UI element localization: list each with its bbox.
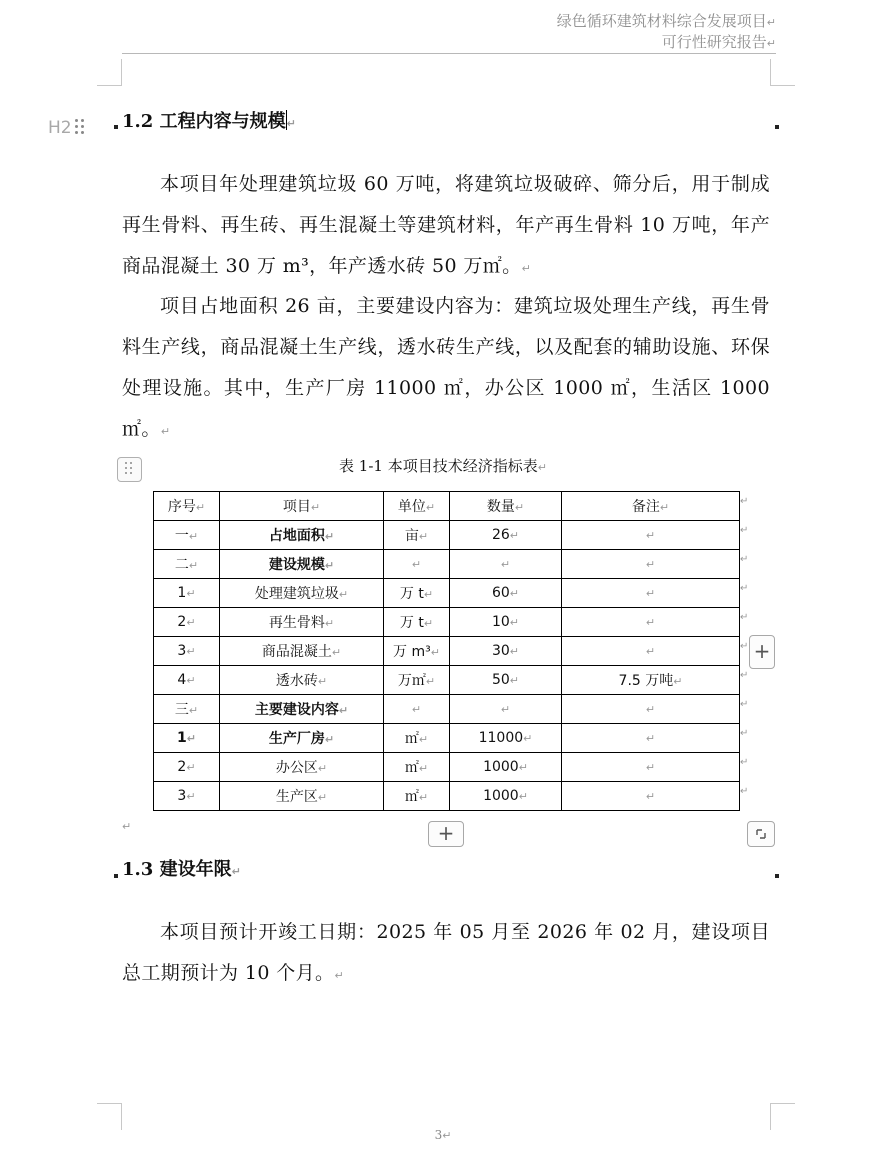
header-cell[interactable]: 备注↵ bbox=[562, 492, 740, 521]
table-cell[interactable]: 2↵ bbox=[154, 753, 220, 782]
table-row[interactable] bbox=[154, 550, 740, 579]
header-cell[interactable]: 项目↵ bbox=[220, 492, 384, 521]
row-end-mark: ↵ bbox=[740, 641, 749, 652]
table-cell[interactable]: 透水砖↵ bbox=[220, 666, 384, 695]
page-number: 3↵ bbox=[434, 1128, 452, 1142]
table-cell[interactable]: 1000↵ bbox=[450, 753, 562, 782]
selection-marker-right bbox=[775, 874, 779, 878]
table-cell[interactable]: 处理建筑垃圾↵ bbox=[220, 579, 384, 608]
header-cell[interactable]: 数量↵ bbox=[450, 492, 562, 521]
row-end-mark: ↵ bbox=[740, 757, 749, 768]
table-cell[interactable]: 再生骨料↵ bbox=[220, 608, 384, 637]
table-row[interactable] bbox=[154, 695, 740, 724]
table-cell[interactable]: 4↵ bbox=[154, 666, 220, 695]
table-row[interactable] bbox=[154, 637, 740, 666]
table-cell[interactable]: 占地面积↵ bbox=[220, 521, 384, 550]
table-caption: 表 1-1 本项目技术经济指标表↵ bbox=[339, 457, 547, 475]
table-cell[interactable]: ↵ bbox=[562, 550, 740, 579]
table-row[interactable] bbox=[154, 579, 740, 608]
row-end-mark: ↵ bbox=[740, 786, 749, 797]
heading-style-badge[interactable]: H2 bbox=[48, 118, 72, 138]
table-cell[interactable]: ↵ bbox=[562, 753, 740, 782]
table-cell[interactable]: 亩↵ bbox=[384, 521, 450, 550]
table-cell[interactable]: ↵ bbox=[562, 695, 740, 724]
crop-mark-top-left bbox=[97, 59, 122, 86]
table-cell[interactable]: 2↵ bbox=[154, 608, 220, 637]
table-row[interactable] bbox=[154, 521, 740, 550]
table-cell[interactable]: 商品混凝土↵ bbox=[220, 637, 384, 666]
table-cell[interactable]: 万 t↵ bbox=[384, 579, 450, 608]
table-cell[interactable]: ↵ bbox=[562, 782, 740, 811]
drag-handle-icon[interactable] bbox=[75, 119, 85, 135]
selection-marker-right bbox=[775, 125, 779, 129]
paragraph-construction[interactable]: 项目占地面积 26 亩，主要建设内容为：建筑垃圾处理生产线，再生骨料生产线，商品混凝土生产线，透水砖生产线，以及配套的辅助设施、环保处理设施。其中，生产厂房 11000 ㎡，办公区 1000 ㎡，生活区 1000 ㎡。↵ bbox=[122, 295, 770, 440]
header-cell[interactable]: 单位↵ bbox=[384, 492, 450, 521]
row-end-mark: ↵ bbox=[740, 699, 749, 710]
table-cell[interactable]: 11000↵ bbox=[450, 724, 562, 753]
table-cell[interactable]: 7.5 万吨↵ bbox=[562, 666, 740, 695]
table-row[interactable] bbox=[154, 782, 740, 811]
table-cell[interactable]: ↵ bbox=[562, 579, 740, 608]
header-line-2: 可行性研究报告↵ bbox=[661, 33, 776, 51]
table-cell[interactable]: 3↵ bbox=[154, 782, 220, 811]
indicator-table[interactable] bbox=[153, 491, 740, 811]
table-cell[interactable]: 二↵ bbox=[154, 550, 220, 579]
row-end-mark: ↵ bbox=[740, 554, 749, 565]
empty-paragraph-mark: ↵ bbox=[122, 820, 132, 833]
table-row[interactable] bbox=[154, 608, 740, 637]
table-row[interactable] bbox=[154, 753, 740, 782]
row-end-mark: ↵ bbox=[740, 612, 749, 623]
section-heading-1-2[interactable]: 1.2 工程内容与规模↵ bbox=[122, 111, 296, 132]
table-header-row bbox=[154, 492, 740, 521]
row-end-mark: ↵ bbox=[740, 670, 749, 681]
table-cell[interactable]: 10↵ bbox=[450, 608, 562, 637]
table-cell[interactable]: 建设规模↵ bbox=[220, 550, 384, 579]
table-cell[interactable]: 26↵ bbox=[450, 521, 562, 550]
header-line-1: 绿色循环建筑材料综合发展项目↵ bbox=[556, 12, 776, 30]
table-cell[interactable]: 主要建设内容↵ bbox=[220, 695, 384, 724]
table-resize-button[interactable] bbox=[747, 821, 775, 847]
table-cell[interactable]: 万㎡↵ bbox=[384, 666, 450, 695]
table-row[interactable] bbox=[154, 666, 740, 695]
table-cell[interactable]: 50↵ bbox=[450, 666, 562, 695]
row-end-mark: ↵ bbox=[740, 496, 749, 507]
table-cell[interactable]: 1000↵ bbox=[450, 782, 562, 811]
table-cell[interactable]: 3↵ bbox=[154, 637, 220, 666]
table-cell[interactable]: 生产区↵ bbox=[220, 782, 384, 811]
table-cell[interactable]: ↵ bbox=[562, 608, 740, 637]
table-cell[interactable]: 30↵ bbox=[450, 637, 562, 666]
crop-mark-top-right bbox=[770, 59, 795, 86]
table-cell[interactable]: ↵ bbox=[562, 637, 740, 666]
section-heading-1-3[interactable]: 1.3 建设年限↵ bbox=[122, 859, 241, 880]
header-cell[interactable]: 序号↵ bbox=[154, 492, 220, 521]
table-cell[interactable]: 1↵ bbox=[154, 724, 220, 753]
crop-mark-bottom-right bbox=[770, 1103, 795, 1130]
table-cell[interactable]: 生产厂房↵ bbox=[220, 724, 384, 753]
table-cell[interactable]: 1↵ bbox=[154, 579, 220, 608]
row-end-mark: ↵ bbox=[740, 583, 749, 594]
table-cell[interactable]: 三↵ bbox=[154, 695, 220, 724]
table-cell[interactable]: 一↵ bbox=[154, 521, 220, 550]
paragraph-schedule[interactable]: 本项目预计开竣工日期：2025 年 05 月至 2026 年 02 月，建设项目总工期预计为 10 个月。↵ bbox=[122, 921, 770, 984]
header-rule bbox=[122, 53, 776, 54]
table-cell[interactable]: ㎡↵ bbox=[384, 782, 450, 811]
table-cell[interactable]: ↵ bbox=[562, 724, 740, 753]
table-cell[interactable]: ↵ bbox=[562, 521, 740, 550]
table-cell[interactable]: 万 m³↵ bbox=[384, 637, 450, 666]
table-cell[interactable]: ㎡↵ bbox=[384, 724, 450, 753]
table-cell[interactable]: 办公区↵ bbox=[220, 753, 384, 782]
resize-icon bbox=[748, 822, 774, 846]
row-end-mark: ↵ bbox=[740, 525, 749, 536]
selection-marker-left bbox=[114, 125, 118, 129]
add-column-button[interactable]: + bbox=[749, 635, 775, 669]
table-cell[interactable]: ↵ bbox=[384, 550, 450, 579]
selection-marker-left bbox=[114, 874, 118, 878]
table-cell[interactable]: 60↵ bbox=[450, 579, 562, 608]
row-end-mark: ↵ bbox=[740, 728, 749, 739]
table-cell[interactable]: ㎡↵ bbox=[384, 753, 450, 782]
table-cell[interactable]: 万 t↵ bbox=[384, 608, 450, 637]
table-cell[interactable]: ↵ bbox=[384, 695, 450, 724]
paragraph-output[interactable]: 本项目年处理建筑垃圾 60 万吨，将建筑垃圾破碎、筛分后，用于制成再生骨料、再生砖、再生混凝土等建筑材料，年产再生骨料 10 万吨，年产商品混凝土 30 万 m³，年产透水砖 50 万㎡。↵ bbox=[122, 173, 770, 277]
add-row-button[interactable]: + bbox=[428, 821, 464, 847]
table-cell[interactable]: ↵ bbox=[450, 550, 562, 579]
crop-mark-bottom-left bbox=[97, 1103, 122, 1130]
table-cell[interactable]: ↵ bbox=[450, 695, 562, 724]
table-row[interactable] bbox=[154, 724, 740, 753]
